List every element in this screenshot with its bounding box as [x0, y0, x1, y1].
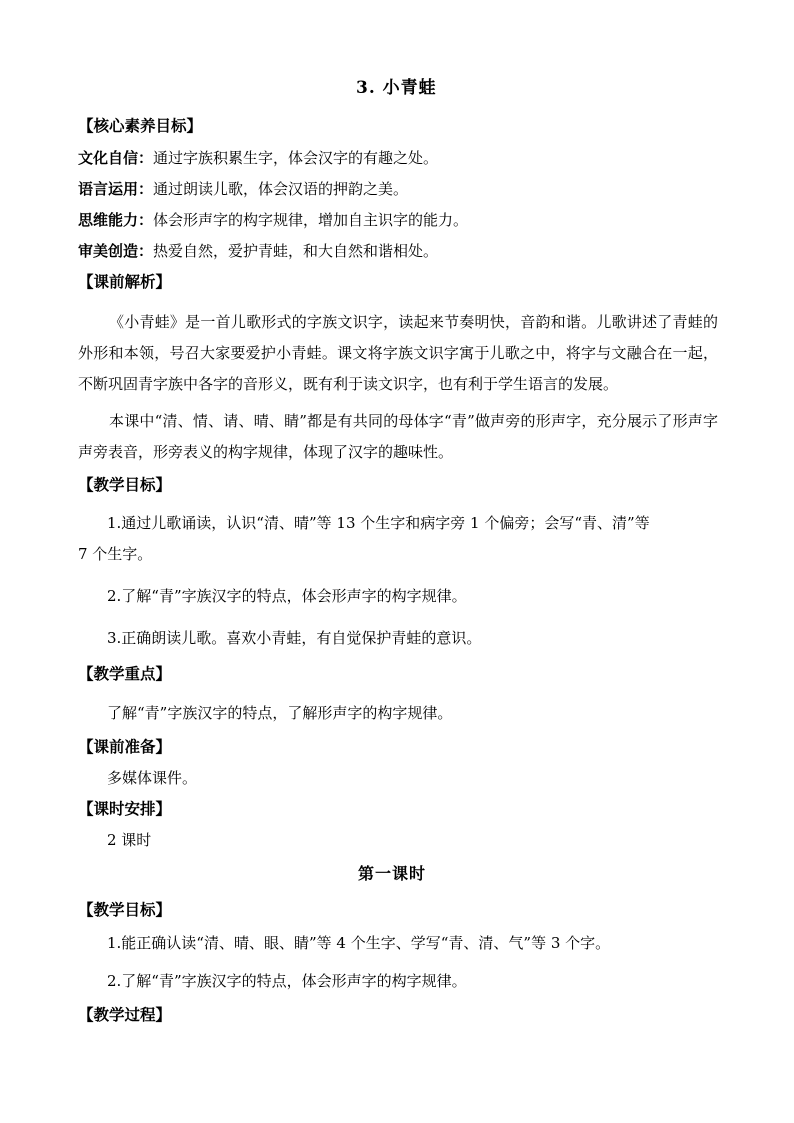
section-heading-preparation: 【课前准备】 [78, 737, 172, 756]
teaching-goal-1-line-2: 7 个生字。 [78, 545, 153, 563]
lesson-1-title: 第一课时 [358, 864, 427, 883]
section-heading-process: 【教学过程】 [78, 1005, 172, 1024]
analysis-paragraph-2: 本课中“清、情、请、晴、睛”都是有共同的母体字“青”做声旁的形声字，充分展示了形声字声旁表音，形旁表义的构字规律，体现了汉字的趣味性。 [78, 412, 718, 461]
teaching-goal-2: 2.了解“青”字族汉字的特点，体会形声字的构字规律。 [107, 587, 467, 605]
section-heading-core-goals: 【核心素养目标】 [78, 116, 203, 135]
core-goal-item [78, 210, 468, 230]
analysis-paragraph-1: 《小青蛙》是一首儿歌形式的字族文识字，读起来节奏明快，音韵和谐。儿歌讲述了青蛙的外形和本领，号召大家要爱护小青蛙。课文将字族文识字寓于儿歌之中，将字与文融合在一起，不断巩固青字族中各字的音形义，既有利于读文识字，也有利于学生语言的发展。 [78, 313, 718, 393]
core-goal-label: 审美创造： [78, 242, 154, 260]
page-title: 3. 小青蛙 [356, 78, 437, 98]
core-goal-item [78, 179, 408, 199]
core-goal-text: 通过字族积累生字，体会汉字的有趣之处。 [153, 149, 439, 167]
section-heading-lesson-1-goals: 【教学目标】 [78, 900, 172, 919]
core-goal-label: 语言运用： [78, 180, 154, 198]
section-heading-focus: 【教学重点】 [78, 664, 172, 683]
core-goal-label: 思维能力： [78, 211, 154, 229]
core-goal-text: 热爱自然，爱护青蛙，和大自然和谐相处。 [153, 242, 439, 260]
preparation-text: 多媒体课件。 [107, 769, 198, 787]
teaching-goal-1-line-1: 1.通过儿歌诵读，认识“清、晴”等 13 个生字和病字旁 1 个偏旁；会写“青、清”等 [107, 514, 650, 532]
schedule-text: 2 课时 [107, 831, 152, 849]
section-heading-schedule: 【课时安排】 [78, 799, 172, 818]
focus-text: 了解“青”字族汉字的特点，了解形声字的构字规律。 [107, 704, 453, 722]
lesson-1-goal-2: 2.了解“青”字族汉字的特点，体会形声字的构字规律。 [107, 972, 467, 990]
teaching-goal-3: 3.正确朗读儿歌。喜欢小青蛙，有自觉保护青蛙的意识。 [107, 629, 482, 647]
core-goal-item [78, 241, 438, 261]
section-heading-teaching-goals: 【教学目标】 [78, 475, 172, 494]
core-goal-item [78, 148, 438, 168]
lesson-1-goal-1: 1.能正确认读“清、晴、眼、睛”等 4 个生字、学写“青、清、气”等 3 个字。 [107, 934, 611, 952]
core-goal-label: 文化自信： [78, 149, 154, 167]
core-goal-text: 通过朗读儿歌，体会汉语的押韵之美。 [153, 180, 409, 198]
section-heading-analysis: 【课前解析】 [78, 272, 172, 291]
core-goal-text: 体会形声字的构字规律，增加自主识字的能力。 [153, 211, 469, 229]
